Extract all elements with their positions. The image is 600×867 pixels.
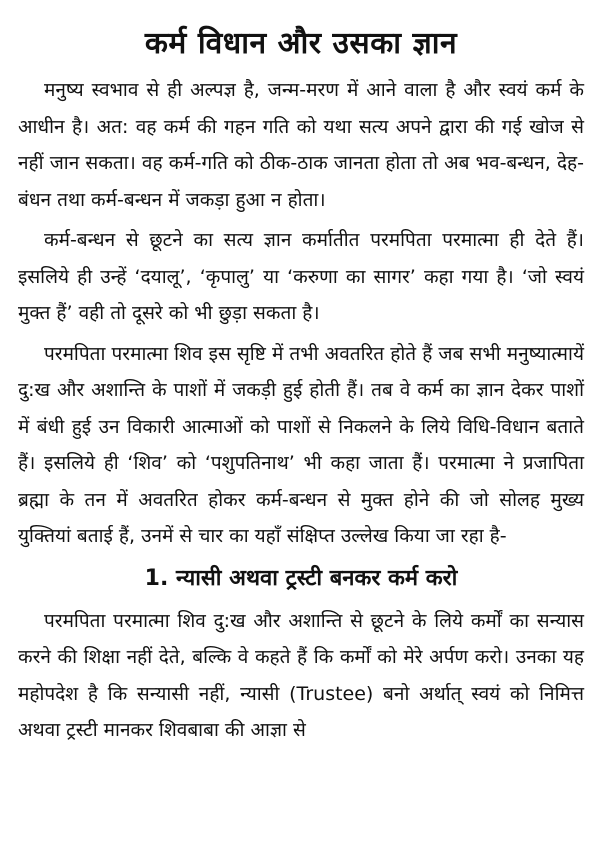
page-title: कर्म विधान और उसका ज्ञान bbox=[144, 26, 458, 61]
section-heading: 1. न्यासी अथवा ट्रस्टी बनकर कर्म करो bbox=[144, 565, 458, 591]
paragraph-2: कर्म-बन्धन से छूटने का सत्य ज्ञान कर्मातीत परमपिता परमात्मा ही देते हैं। इसलिये ही उन्हें ‘दयालू’, ‘कृपालु’ या ‘करुणा का सागर’ कहा गया है। ‘जो स्वयं मुक्त हैं’ वही तो दूसरे को भी छुड़ा सकता है। bbox=[18, 229, 584, 324]
paragraph-4: परमपिता परमात्मा शिव दु:ख और अशान्ति से छूटने के लिये कर्मों का सन्यास करने की शिक्षा नहीं देते, बल्कि वे कहते हैं कि कर्मों को मेरे अर्पण करो। उनका यह महोपदेश है कि सन्यासी नहीं, न्यासी (Trustee) बनो अर्थात् स्वयं को निमित्त अथवा ट्रस्टी मानकर शिवबाबा की आज्ञा से bbox=[18, 609, 584, 741]
paragraph-3: परमपिता परमात्मा शिव इस सृष्टि में तभी अवतरित होते हैं जब सभी मनुष्यात्मायें दु:ख और अशान्ति के पाशों में जकड़ी हुई होती हैं। तब वे कर्म का ज्ञान देकर पाशों में बंधी हुई उन विकारी आत्माओं को पाशों से निकलने के लिये विधि-विधान बताते हैं। इसलिये ही ‘शिव’ को ‘पशुपतिनाथ’ भी कहा जाता हैं। परमात्मा ने प्रजापिता ब्रह्मा के तन में अवतरित होकर कर्म-बन्धन से मुक्त होने की जो सोलह मुख्य युक्तियां बताई हैं, उनमें से चार का यहाँ संक्षिप्त उल्लेख किया जा रहा है- bbox=[18, 342, 584, 547]
paragraph-1: मनुष्य स्वभाव से ही अल्पज्ञ है, जन्म-मरण में आने वाला है और स्वयं कर्म के आधीन है। अत: वह कर्म की गहन गति को यथा सत्य अपने द्वारा की गई खोज से नहीं जान सकता। वह कर्म-गति को ठीक-ठाक जानता होता तो अब भव-बन्धन, देह-बंधन तथा कर्म-बन्धन में जकड़ा हुआ न होता। bbox=[18, 79, 584, 211]
